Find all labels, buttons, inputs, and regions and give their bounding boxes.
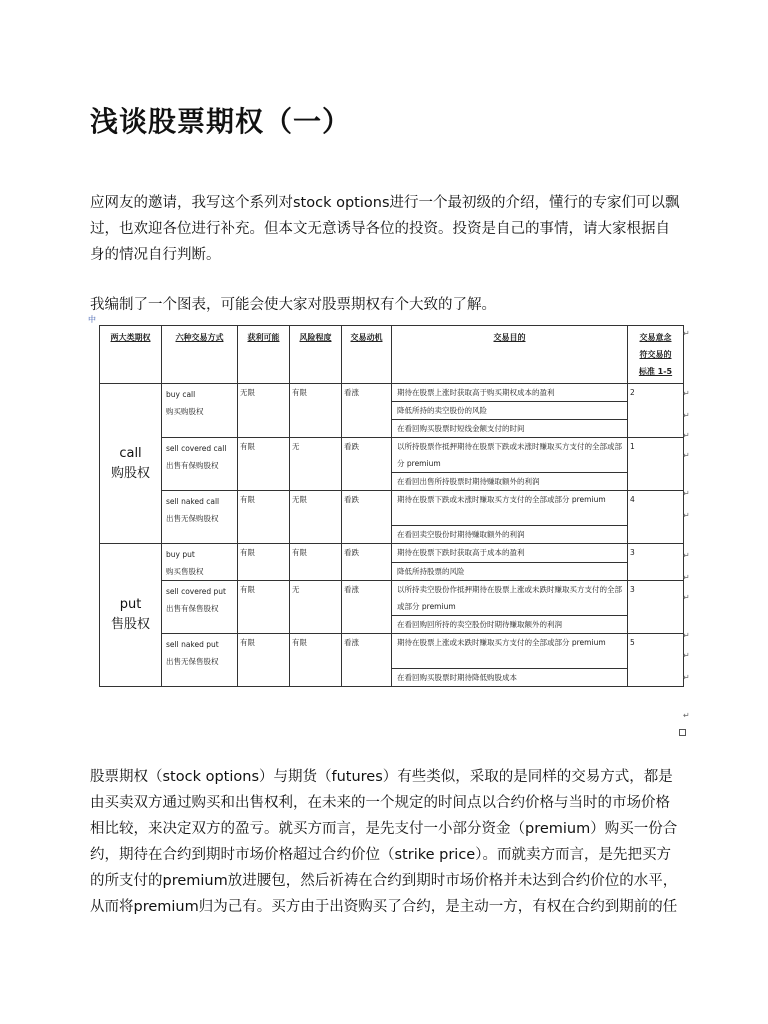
purpose-cell: 在看回卖空股份时期待赚取额外的利润	[392, 526, 628, 544]
score-cell: 1	[628, 438, 684, 491]
return-mark-icon: ↵	[683, 431, 690, 440]
purpose-cell: 降低所持股票的风险	[392, 562, 628, 581]
motive-cell: 看涨	[342, 581, 392, 634]
table-row	[100, 384, 684, 402]
purpose-cell: 期待在股票下跌或未涨时赚取买方支付的全部或部分 premium	[392, 491, 628, 526]
risk-cell: 无	[290, 581, 342, 634]
risk-cell: 有限	[290, 634, 342, 687]
header-cell: 获利可能	[238, 326, 290, 384]
risk-cell: 无	[290, 438, 342, 491]
lead-paragraph: 我编制了一个图表，可能会使大家对股票期权有个大致的了解。	[90, 297, 496, 313]
method-zh: 购买售股权	[166, 567, 204, 576]
intro-line: 过，也欢迎各位进行补充。但本文无意诱导各位的投资。投资是自己的事情，请大家根据自	[90, 221, 670, 237]
risk-cell: 无限	[290, 491, 342, 544]
purpose-cell: 以所持股票作抵押期待在股票下跌或未涨时赚取买方支付的全部或部分 premium	[392, 438, 628, 473]
option-type-zh: 购股权	[110, 465, 150, 481]
method-cell	[162, 438, 238, 491]
table-resize-handle-icon	[679, 729, 686, 736]
header-line: 标准 1-5	[638, 367, 673, 376]
body-line: 由买卖双方通过购买和出售权利，在未来的一个规定的时间点以合约价格与当时的市场价格	[90, 795, 670, 811]
purpose-cell: 在看回出售所持股票时期待赚取额外的利润	[392, 473, 628, 491]
table-row	[100, 581, 684, 616]
method-zh: 出售无保购股权	[166, 514, 219, 523]
header-cell: 交易目的	[392, 326, 628, 384]
return-mark-icon: ↵	[683, 489, 690, 498]
risk-cell: 有限	[290, 384, 342, 438]
option-type-zh: 售股权	[110, 617, 150, 632]
intro-line: 应网友的邀请，我写这个系列对stock options进行一个最初级的介绍，懂行的专家们可以飘	[90, 195, 680, 211]
return-mark-icon: ↵	[683, 631, 690, 640]
header-cell-score	[628, 326, 684, 384]
table-anchor-icon: 中	[88, 315, 96, 324]
return-mark-icon: ↵	[683, 651, 690, 660]
risk-cell: 有限	[290, 544, 342, 581]
intro-paragraph	[90, 190, 690, 268]
body-line: 股票期权（stock options）与期货（futures）有些类似，采取的是同样的交易方式，都是	[90, 769, 673, 785]
profit-cell: 有限	[238, 581, 290, 634]
method-cell	[162, 491, 238, 544]
purpose-cell: 在看回购买股票时期待降低购股成本	[392, 669, 628, 687]
table-row	[100, 544, 684, 563]
option-type-call	[100, 384, 162, 544]
return-mark-icon: ↵	[683, 573, 690, 582]
profit-cell: 有限	[238, 544, 290, 581]
purpose-cell: 以所持卖空股份作抵押期待在股票上涨或未跌时赚取买方支付的全部或部分 premium	[392, 581, 628, 616]
body-paragraph	[90, 764, 690, 920]
return-mark-icon: ↵	[683, 389, 690, 398]
method-zh: 出售有保售股权	[166, 604, 219, 613]
header-cell: 六种交易方式	[162, 326, 238, 384]
motive-cell: 看跌	[342, 544, 392, 581]
paragraph-marks	[683, 325, 697, 725]
body-line: 约，期待在合约到期时市场价格超过合约价位（strike price）。而就卖方而言，是先把买方	[90, 847, 671, 863]
option-type-put	[100, 544, 162, 687]
return-mark-icon: ↵	[683, 551, 690, 560]
option-type-en: call	[119, 445, 142, 461]
return-mark-icon: ↵	[683, 329, 690, 338]
score-cell: 3	[628, 581, 684, 634]
header-cell: 风险程度	[290, 326, 342, 384]
body-line: 从而将premium归为己有。买方由于出资购买了合约，是主动一方，有权在合约到期前的任	[90, 899, 678, 915]
profit-cell: 有限	[238, 491, 290, 544]
header-line: 符交易的	[639, 350, 672, 359]
return-mark-icon: ↵	[683, 593, 690, 602]
profit-cell: 有限	[238, 634, 290, 687]
motive-cell: 看涨	[342, 634, 392, 687]
score-cell: 5	[628, 634, 684, 687]
purpose-cell: 期待在股票下跌时获取高于成本的盈利	[392, 544, 628, 563]
purpose-cell: 期待在股票上涨或未跌时赚取买方支付的全部或部分 premium	[392, 634, 628, 669]
return-mark-icon: ↵	[683, 451, 690, 460]
header-cell: 交易动机	[342, 326, 392, 384]
return-mark-icon: ↵	[683, 673, 690, 682]
score-cell: 3	[628, 544, 684, 581]
motive-cell: 看跌	[342, 491, 392, 544]
method-cell	[162, 581, 238, 634]
method-cell	[162, 634, 238, 687]
purpose-cell: 在看回购买股票时短线金额支付的时间	[392, 420, 628, 438]
profit-cell: 无限	[238, 384, 290, 438]
method-zh: 购买购股权	[166, 407, 204, 416]
body-line: 相比较，来决定双方的盈亏。就买方而言，是先支付一小部分资金（premium）购买一份合	[90, 821, 678, 837]
method-zh: 出售有保购股权	[166, 461, 219, 470]
method-en: sell naked put	[166, 640, 219, 649]
purpose-cell: 在看回购回所持的卖空股份时期待赚取额外的利润	[392, 616, 628, 634]
purpose-cell: 期待在股票上涨时获取高于购买期权成本的盈利	[392, 384, 628, 402]
table-row	[100, 438, 684, 473]
method-en: buy put	[166, 550, 195, 559]
method-en: sell covered put	[166, 587, 226, 596]
score-cell: 2	[628, 384, 684, 438]
motive-cell: 看涨	[342, 384, 392, 438]
header-cell: 两大类期权	[100, 326, 162, 384]
method-cell	[162, 544, 238, 581]
option-type-en: put	[119, 597, 142, 612]
method-cell	[162, 384, 238, 438]
page-title: 浅谈股票期权（一）	[90, 105, 352, 138]
header-line: 交易意念	[639, 333, 672, 342]
method-zh: 出售无保售股权	[166, 657, 219, 666]
body-line: 的所支付的premium放进腰包，然后祈祷在合约到期时市场价格并未达到合约价位的水平，	[90, 873, 678, 889]
options-table	[99, 325, 684, 687]
method-en: sell covered call	[166, 444, 227, 453]
return-mark-icon: ↵	[683, 411, 690, 420]
intro-line: 身的情况自行判断。	[90, 247, 221, 263]
score-cell: 4	[628, 491, 684, 544]
method-en: buy call	[166, 390, 196, 399]
profit-cell: 有限	[238, 438, 290, 491]
motive-cell: 看跌	[342, 438, 392, 491]
return-mark-icon: ↵	[683, 511, 690, 520]
method-en: sell naked call	[166, 497, 220, 506]
table-header-row	[100, 326, 684, 384]
purpose-cell: 降低所持的卖空股份的风险	[392, 402, 628, 420]
return-mark-icon: ↵	[683, 711, 690, 720]
